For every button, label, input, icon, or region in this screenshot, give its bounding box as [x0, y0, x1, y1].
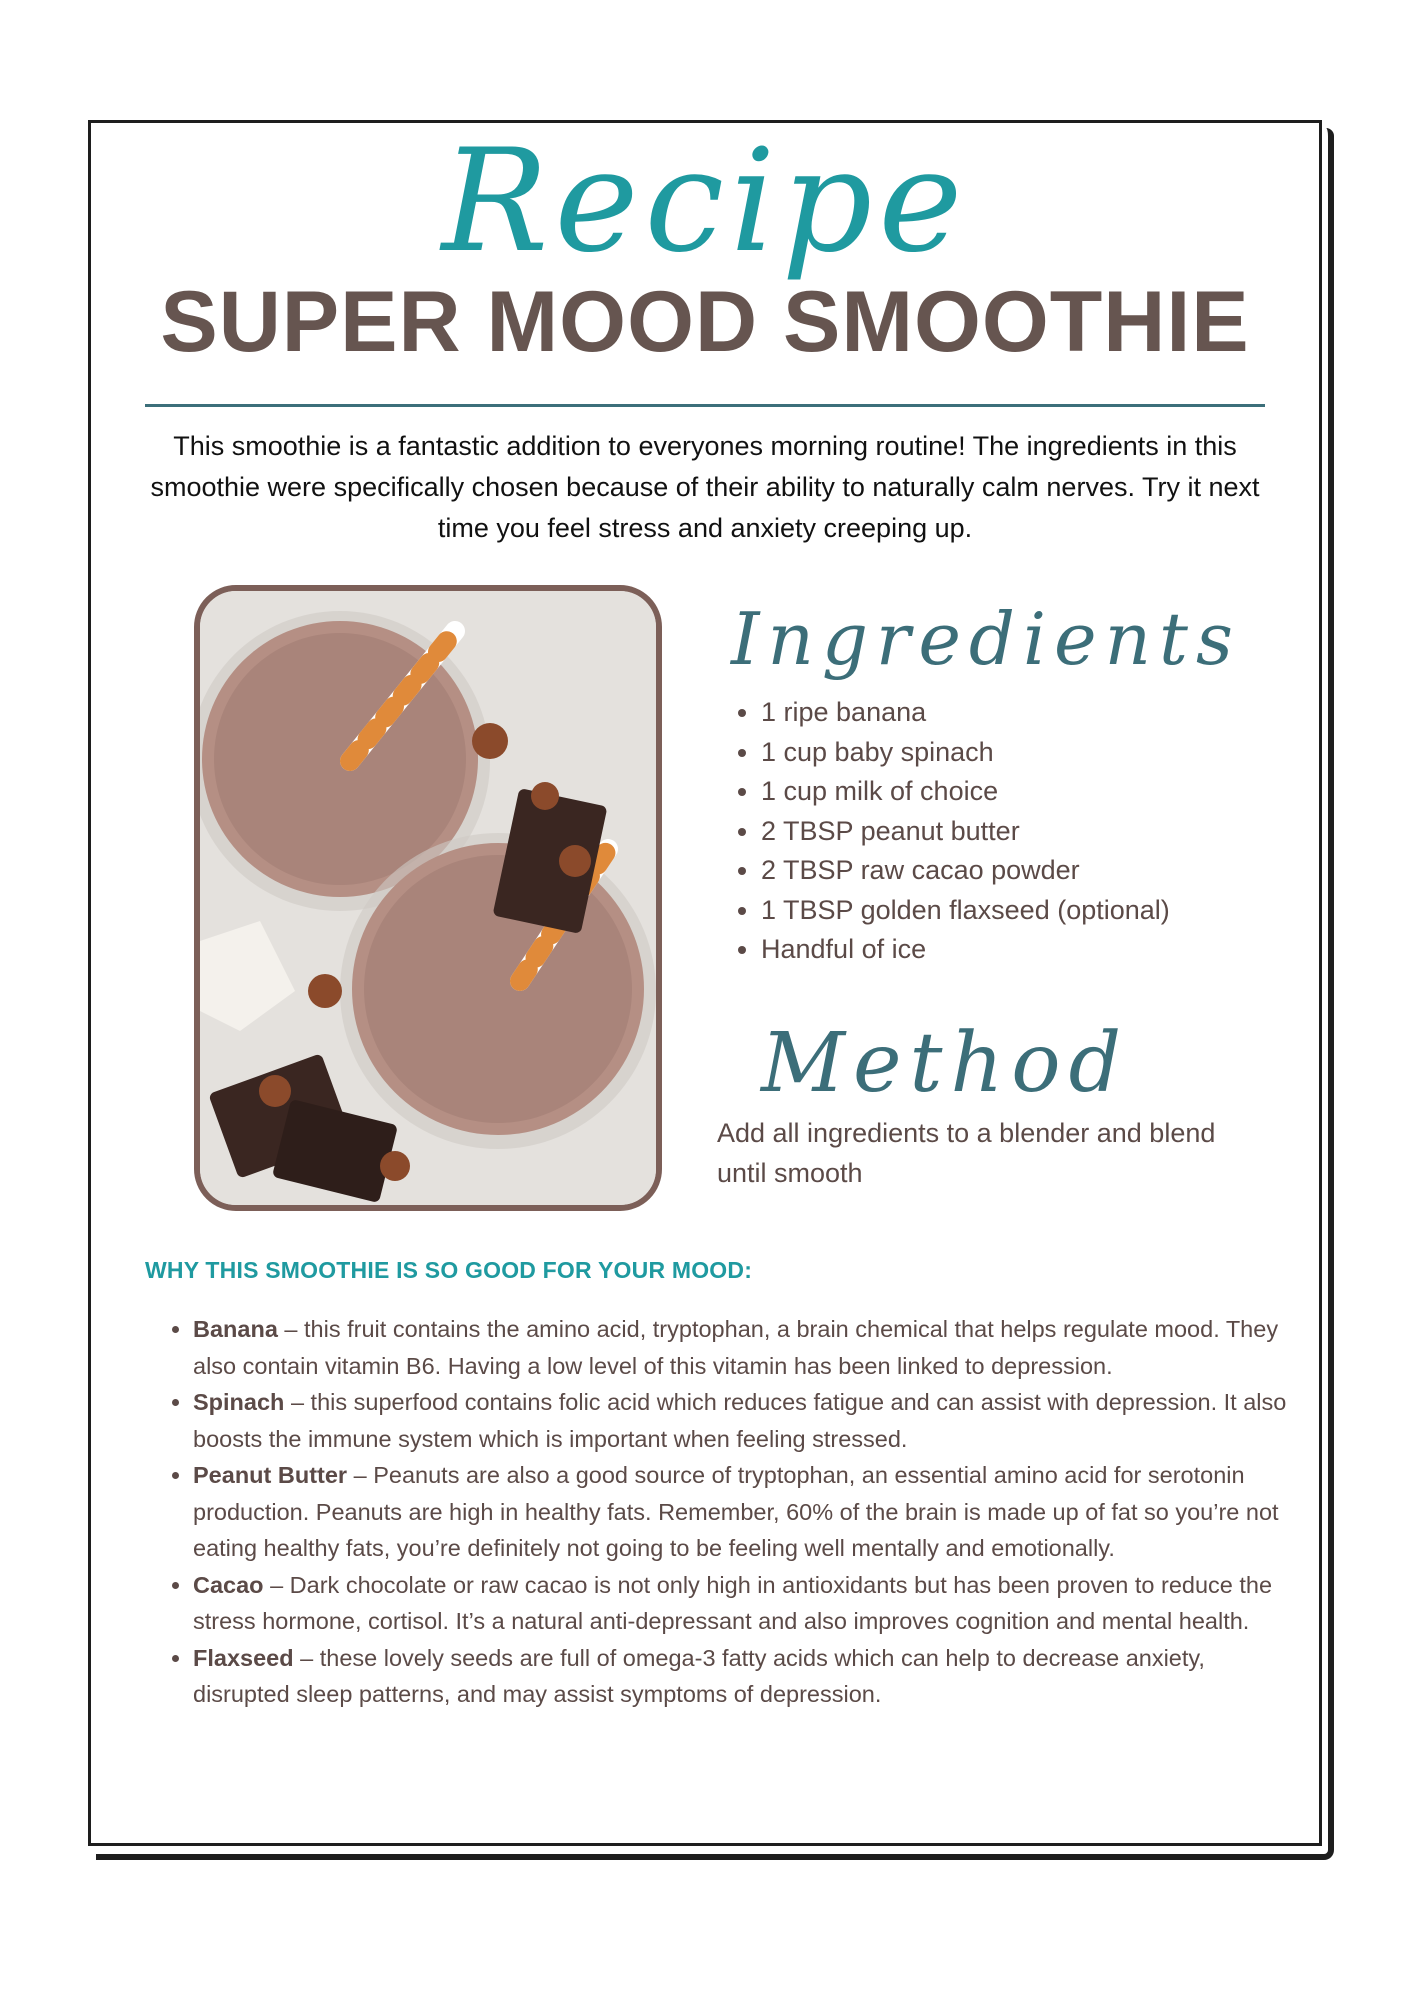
page-title: SUPER MOOD SMOOTHIE [160, 274, 1250, 370]
method-heading: Method [761, 1016, 1130, 1111]
reason-name: Flaxseed [193, 1644, 294, 1671]
reason-text: – Peanuts are also a good source of tryptophan, an essential amino acid for serotonin production. Peanuts are high in healthy fats. Remember, 60% of the brain is made up of fat so you’re not eating healthy fats, you’re definitely not going to be feeling well mentally and emotionally. [193, 1462, 1279, 1561]
recipe-script-title: Recipe [441, 119, 969, 284]
ingredients-heading: Ingredients [731, 597, 1241, 681]
smoothie-photo-illustration [200, 591, 656, 1205]
reason-name: Peanut Butter [193, 1462, 348, 1488]
reason-item [193, 1567, 1303, 1640]
title-divider [145, 404, 1265, 407]
ingredient-item: • Handful of ice [761, 930, 1170, 970]
reason-text: – this superfood contains folic acid which reduces fatigue and can assist with depression. It also boosts the immune system which is important when feeling stressed. [193, 1389, 1287, 1452]
reasons-list [149, 1311, 1303, 1713]
ingredient-item: • 2 TBSP peanut butter [761, 812, 1170, 852]
ingredient-item: • 2 TBSP raw cacao powder [761, 851, 1170, 891]
intro-paragraph: This smoothie is a fantastic addition to everyones morning routine! The ingredients in this smoothie were specifically chosen because of their ability to naturally calm nerves. Try it next time you feel stress and anxiety creeping up. [150, 431, 1260, 543]
method-text: Add all ingredients to a blender and blend until smooth [717, 1118, 1216, 1188]
recipe-card [88, 120, 1322, 1846]
reason-item [193, 1384, 1303, 1457]
reason-item [193, 1640, 1303, 1713]
ingredient-item: • 1 ripe banana [761, 693, 1170, 733]
reason-name: Cacao [193, 1571, 264, 1598]
reason-name: Banana [193, 1316, 278, 1342]
reason-text: – this fruit contains the amino acid, tryptophan, a brain chemical that helps regulate mood. They also contain vitamin B6. Having a low level of this vitamin has been linked to depression. [193, 1316, 1279, 1379]
reason-text: – these lovely seeds are full of omega-3 fatty acids which can help to decrease anxiety, disrupted sleep patterns, and may assist symptoms of depression. [193, 1644, 1205, 1707]
ingredient-item: • 1 cup baby spinach [761, 733, 1170, 773]
ingredient-item: • 1 TBSP golden flaxseed (optional) [761, 891, 1170, 931]
why-heading: WHY THIS SMOOTHIE IS SO GOOD FOR YOUR MOOD: [145, 1257, 753, 1283]
reason-item [193, 1457, 1303, 1567]
ingredient-item: • 1 cup milk of choice [761, 772, 1170, 812]
reason-item [193, 1311, 1303, 1384]
smoothie-photo [194, 585, 662, 1211]
reason-name: Spinach [193, 1389, 285, 1415]
ingredients-list [731, 693, 1170, 970]
reason-text: – Dark chocolate or raw cacao is not only high in antioxidants but has been proven to reduce the stress hormone, cortisol. It’s a natural anti-depressant and also improves cognition and mental health. [193, 1571, 1273, 1634]
